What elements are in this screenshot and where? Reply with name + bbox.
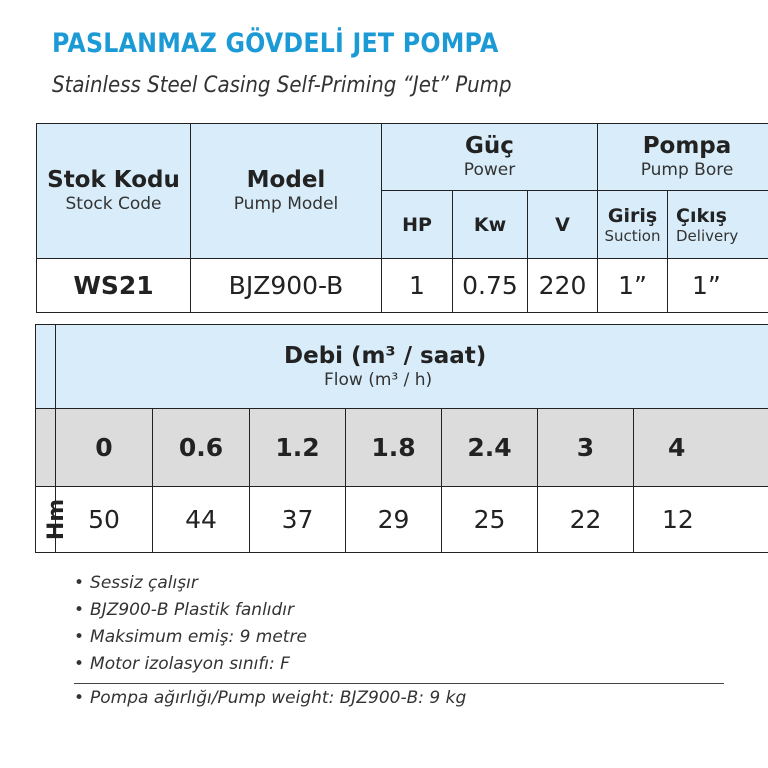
flow-header-en: Flow (m³ / h) bbox=[324, 369, 433, 390]
delivery-cell bbox=[668, 259, 768, 313]
flow-header bbox=[56, 325, 768, 409]
stock-code-cell bbox=[37, 259, 191, 313]
feature-notes bbox=[74, 570, 734, 678]
v-value: 220 bbox=[538, 271, 587, 300]
kw-cell bbox=[453, 259, 528, 313]
delivery-header bbox=[668, 191, 768, 259]
note-text: Maksimum emiş: 9 metre bbox=[90, 627, 307, 647]
power-header bbox=[382, 124, 598, 191]
hp-value: 1 bbox=[409, 271, 425, 300]
pump-bore-header-tr: Pompa bbox=[642, 133, 732, 159]
suction-cell bbox=[598, 259, 668, 313]
flow-value-cell bbox=[153, 409, 250, 487]
bullet-icon: • bbox=[74, 627, 85, 647]
flow-value: 3 bbox=[576, 433, 595, 462]
note-item bbox=[74, 651, 734, 678]
flow-value-cell bbox=[346, 409, 442, 487]
head-label-cell bbox=[36, 487, 70, 553]
flow-table bbox=[35, 324, 768, 553]
stock-code-header-tr: Stok Kodu bbox=[47, 167, 180, 193]
note-item bbox=[74, 624, 734, 651]
delivery-header-en: Delivery bbox=[676, 226, 739, 245]
suction-header-tr: Giriş bbox=[607, 204, 658, 227]
hp-header-label: HP bbox=[402, 213, 432, 236]
v-header-label: V bbox=[555, 213, 570, 236]
hp-cell bbox=[382, 259, 453, 313]
head-value-cell bbox=[346, 487, 442, 553]
flow-value-cell bbox=[250, 409, 346, 487]
head-value: 22 bbox=[569, 505, 602, 534]
head-value-cell bbox=[538, 487, 634, 553]
flow-value-cell bbox=[538, 409, 634, 487]
weight-note-text: Pompa ağırlığı/Pump weight: BJZ900-B: 9 kg bbox=[90, 688, 467, 707]
note-text: Motor izolasyon sınıfı: F bbox=[90, 654, 290, 674]
head-value-cell bbox=[250, 487, 346, 553]
page-subtitle: Stainless Steel Casing Self-Priming “Jet” Pump bbox=[52, 73, 512, 98]
head-value: 50 bbox=[88, 505, 120, 534]
suction-header-en: Suction bbox=[604, 226, 661, 245]
flow-value: 0.6 bbox=[178, 433, 224, 462]
flow-value: 1.2 bbox=[275, 433, 320, 462]
head-label: Hm bbox=[44, 498, 70, 541]
head-value-cell bbox=[153, 487, 250, 553]
pump-bore-header-en: Pump Bore bbox=[640, 160, 734, 180]
suction-value: 1” bbox=[618, 271, 647, 300]
pump-bore-header bbox=[598, 124, 768, 191]
note-item bbox=[74, 597, 734, 624]
head-value-cell bbox=[56, 487, 153, 553]
notes-divider bbox=[74, 683, 724, 684]
model-header-tr: Model bbox=[246, 167, 326, 193]
head-value: 29 bbox=[377, 505, 410, 534]
head-value: 12 bbox=[662, 505, 694, 534]
bullet-icon: • bbox=[74, 600, 85, 620]
flow-header-corner bbox=[36, 325, 56, 409]
suction-header bbox=[598, 191, 668, 259]
flow-header-tr: Debi (m³ / saat) bbox=[284, 342, 487, 369]
page-title: PASLANMAZ GÖVDELİ JET POMPA bbox=[52, 28, 499, 59]
weight-note bbox=[74, 685, 466, 707]
stock-code-header-en: Stock Code bbox=[65, 194, 162, 214]
head-value-cell bbox=[634, 487, 768, 553]
bullet-icon: • bbox=[74, 688, 85, 707]
bullet-icon: • bbox=[74, 654, 85, 674]
delivery-value: 1” bbox=[692, 271, 721, 300]
flow-value-cell bbox=[442, 409, 538, 487]
head-value-cell bbox=[442, 487, 538, 553]
head-value: 44 bbox=[185, 505, 217, 534]
flow-value-cell bbox=[56, 409, 153, 487]
note-text: BJZ900-B Plastik fanlıdır bbox=[90, 600, 295, 620]
power-header-tr: Güç bbox=[465, 133, 514, 159]
flow-value-cell bbox=[634, 409, 768, 487]
kw-header bbox=[453, 191, 528, 259]
model-cell bbox=[191, 259, 382, 313]
bullet-icon: • bbox=[74, 573, 85, 593]
v-cell bbox=[528, 259, 598, 313]
flow-value: 4 bbox=[668, 433, 686, 462]
model-header bbox=[191, 124, 382, 259]
spec-table bbox=[36, 123, 768, 313]
flow-values-corner bbox=[36, 409, 56, 487]
note-item bbox=[74, 570, 734, 597]
note-text: Sessiz çalışır bbox=[90, 573, 198, 593]
stock-code-header bbox=[37, 124, 191, 259]
head-value: 37 bbox=[281, 505, 314, 534]
hp-header bbox=[382, 191, 453, 259]
flow-value: 0 bbox=[95, 433, 113, 462]
delivery-header-tr: Çıkış bbox=[676, 204, 727, 227]
stock-code-value: WS21 bbox=[73, 271, 154, 300]
head-value: 25 bbox=[473, 505, 506, 534]
v-header bbox=[528, 191, 598, 259]
flow-value: 1.8 bbox=[371, 433, 416, 462]
kw-value: 0.75 bbox=[462, 271, 518, 300]
flow-value: 2.4 bbox=[467, 433, 512, 462]
model-header-en: Pump Model bbox=[233, 194, 339, 214]
kw-header-label: Kw bbox=[473, 213, 507, 236]
model-value: BJZ900-B bbox=[228, 271, 344, 300]
power-header-en: Power bbox=[463, 160, 516, 180]
